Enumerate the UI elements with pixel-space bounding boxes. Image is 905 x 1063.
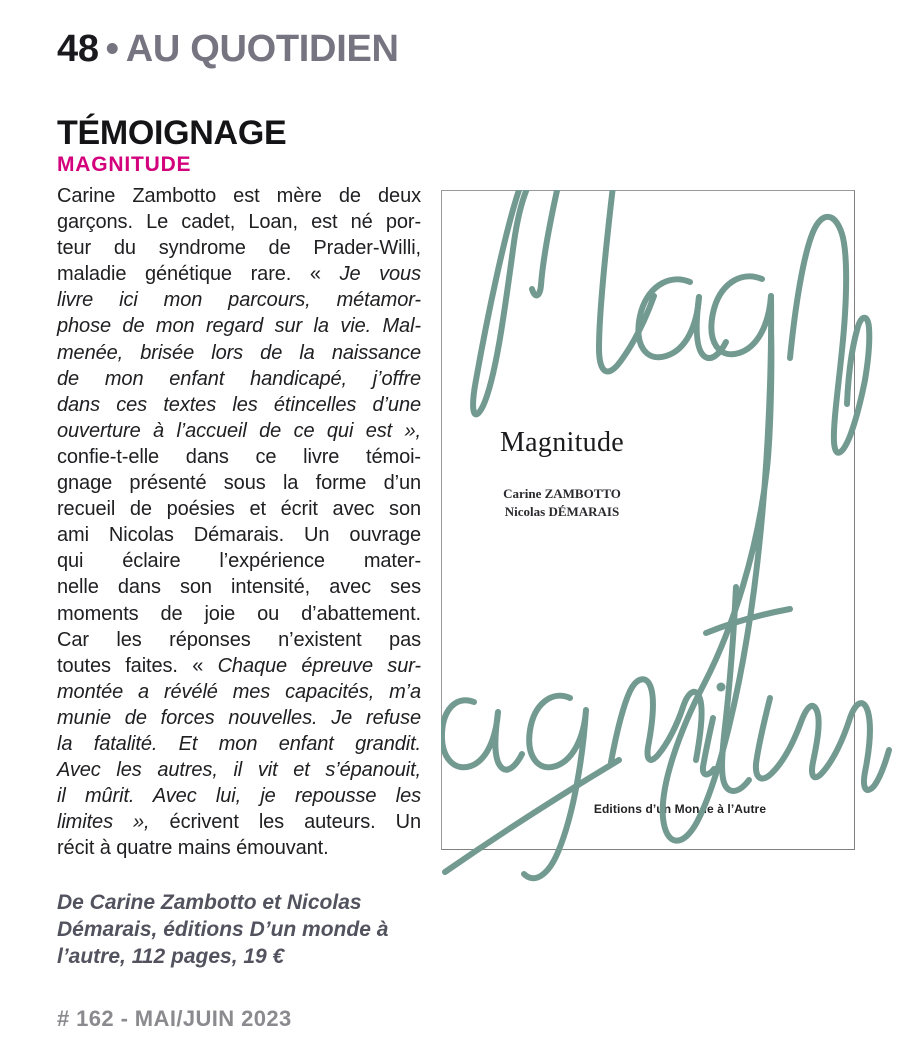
book-cover: [441, 190, 855, 850]
body-line: récit à quatre mains émouvant.: [57, 837, 329, 860]
credit-line: De Carine Zambotto et Nicolas: [57, 891, 362, 914]
body-line: phose de mon regard sur la vie. Mal-: [57, 315, 421, 338]
page-header: [57, 30, 399, 68]
body-line: confie-t-elle dans ce livre témoi-: [57, 445, 421, 468]
author-name: Carine ZAMBOTTO: [503, 486, 621, 501]
body-line: gnage présenté sous la forme d’un: [57, 472, 421, 495]
body-line: teur du syndrome de Prader-Willi,: [57, 237, 421, 260]
page-number: 48: [57, 28, 99, 70]
header-bullet: •: [105, 28, 119, 70]
body-line: il mûrit. Avec lui, je repousse les: [57, 785, 421, 808]
body-line: montée a révélé mes capacités, m’a: [57, 680, 421, 703]
issue-footer: # 162 - MAI/JUIN 2023: [57, 1006, 292, 1031]
credit-line: Démarais, éditions D’un monde à: [57, 918, 389, 941]
body-line: qui éclaire l’expérience mater-: [57, 550, 421, 573]
body-line: dans ces textes les étincelles d’une: [57, 393, 421, 416]
book-cover-authors: [462, 485, 662, 521]
body-line: Avec les autres, il vit et s’épanouit,: [57, 759, 421, 782]
body-line: Car les réponses n’existent pas: [57, 628, 421, 651]
body-line: toutes faites. « Chaque épreuve sur-: [57, 654, 421, 677]
body-line: ouverture à l’accueil de ce qui est »,: [57, 419, 421, 442]
body-line: ami Nicolas Démarais. Un ouvrage: [57, 524, 421, 547]
body-line: limites », écrivent les auteurs. Un: [57, 811, 421, 834]
article-title: MAGNITUDE: [57, 153, 192, 176]
body-line: garçons. Le cadet, Loan, est né por-: [57, 211, 421, 234]
body-line: maladie génétique rare. « Je vous: [57, 263, 421, 286]
body-line: recueil de poésies et écrit avec son: [57, 498, 421, 521]
section-title: AU QUOTIDIEN: [125, 28, 399, 70]
body-text: [57, 183, 421, 861]
body-line: nelle dans son intensité, avec ses: [57, 576, 421, 599]
article-rubric: TÉMOIGNAGE: [57, 114, 287, 152]
book-cover-publisher: Editions d’un Monde à l’Autre: [593, 802, 767, 816]
book-credit: [57, 889, 457, 970]
body-line: munie de forces nouvelles. Je refuse: [57, 706, 421, 729]
body-line: menée, brisée lors de la naissance: [57, 341, 421, 364]
body-line: livre ici mon parcours, métamor-: [57, 289, 421, 312]
body-line: moments de joie ou d’abattement.: [57, 602, 421, 625]
book-cover-title: Magnitude: [499, 427, 624, 458]
body-line: de mon enfant handicapé, j’offre: [57, 367, 421, 390]
body-line: Carine Zambotto est mère de deux: [57, 185, 421, 207]
body-line: la fatalité. Et mon enfant grandit.: [57, 732, 421, 755]
credit-line: l’autre, 112 pages, 19 €: [57, 945, 285, 968]
author-name: Nicolas DÉMARAIS: [504, 504, 620, 519]
